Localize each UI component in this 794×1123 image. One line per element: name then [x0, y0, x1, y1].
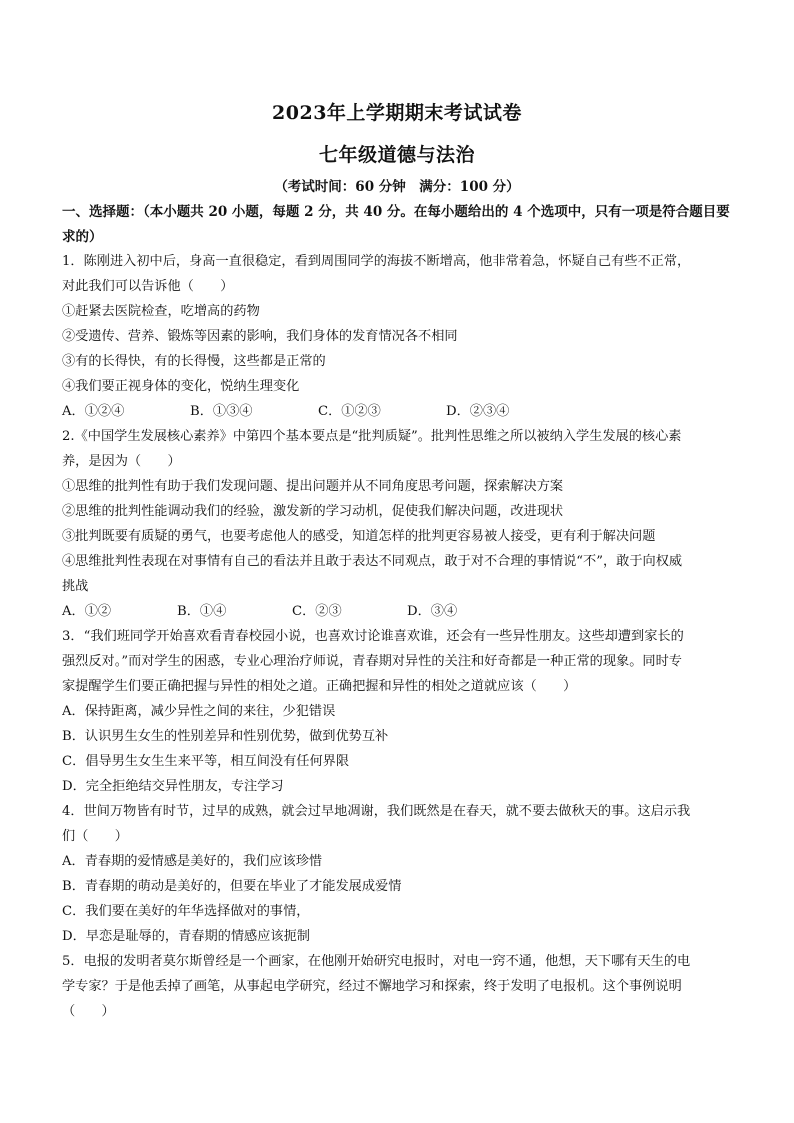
option-c[interactable]: C．①②③ [318, 404, 381, 419]
option-a[interactable]: A．①②④ [62, 404, 125, 419]
question-3-choice-b[interactable]: B．认识男生女生的性别差异和性别优势，做到优势互补 [62, 729, 389, 744]
question-4-stem-line-1: 4．世间万物皆有时节，过早的成熟，就会过早地凋谢，我们既然是在春天，就不要去做秋天的事。这启示我 [62, 804, 691, 819]
question-2-item-4-line-2: 挑战 [62, 579, 89, 594]
option-b[interactable]: B．①④ [177, 604, 227, 619]
question-1 [62, 249, 742, 424]
question-3-choice-a[interactable]: A．保持距离，减少异性之间的来往，少犯错误 [62, 704, 336, 719]
question-5 [62, 949, 742, 1024]
option-b[interactable]: B．①③④ [190, 404, 253, 419]
question-1-item-4: ④我们要正视身体的变化，悦纳生理变化 [62, 379, 300, 394]
question-1-options [62, 399, 742, 424]
question-4-choice-b[interactable]: B．青春期的萌动是美好的，但要在毕业了才能发展成爱情 [62, 879, 402, 894]
question-1-item-1: ①赶紧去医院检查，吃增高的药物 [62, 304, 260, 319]
question-5-stem-line-1: 5．电报的发明者莫尔斯曾经是一个画家，在他刚开始研究电报时，对电一窍不通，他想，天下哪有天生的电 [62, 954, 691, 969]
question-3-choice-c[interactable]: C．倡导男生女生生来平等，相互间没有任何界限 [62, 754, 350, 769]
question-2-item-3: ③批判既要有质疑的勇气，也要考虑他人的感受，知道怎样的批判更容易被人接受，更有利于解决问题 [62, 529, 656, 544]
question-2-item-2: ②思维的批判性能调动我们的经验，激发新的学习动机，促使我们解决问题，改进现状 [62, 504, 564, 519]
question-4-stem-line-2: 们（ ） [62, 829, 128, 844]
question-2-options [62, 599, 742, 624]
option-d[interactable]: D．②③④ [446, 404, 510, 419]
question-3-stem-line-3: 家提醒学生们要正确把握与异性的相处之道。正确把握和异性的相处之道就应该（ ） [62, 679, 577, 694]
question-1-stem-line-2: 对此我们可以告诉他（ ） [62, 279, 234, 294]
section-heading: 一、选择题：（本小题共 20 小题，每题 2 分，共 40 分。在每小题给出的 4 个选项中，只有一项是符合题目要求的） [62, 204, 730, 245]
option-d[interactable]: D．③④ [407, 604, 458, 619]
question-5-stem-line-2: 学专家？于是他丢掉了画笔，从事起电学研究，经过不懈地学习和探索，终于发明了电报机。这个事例说明 [62, 979, 682, 994]
question-2 [62, 424, 742, 624]
question-1-item-3: ③有的长得快，有的长得慢，这些都是正常的 [62, 354, 326, 369]
option-c[interactable]: C．②③ [292, 604, 342, 619]
question-1-item-2: ②受遗传、营养、锻炼等因素的影响，我们身体的发育情况各不相同 [62, 329, 458, 344]
question-2-stem-line-2: 养，是因为（ ） [62, 454, 181, 469]
question-2-item-4-line-1: ④思维批判性表现在对事情有自己的看法并且敢于表达不同观点，敢于对不合理的事情说“不”，敢于向权威 [62, 554, 683, 569]
exam-info: （考试时间：60 分钟 满分：100 分） [274, 179, 520, 195]
question-4-choice-a[interactable]: A．青春期的爱情感是美好的，我们应该珍惜 [62, 854, 323, 869]
question-2-stem-line-1: 2.《中国学生发展核心素养》中第四个基本要点是“批判质疑”。批判性思维之所以被纳入学生发展的核心素 [62, 429, 682, 444]
question-3 [62, 624, 742, 799]
question-4 [62, 799, 742, 949]
subject-title: 七年级道德与法治 [318, 144, 475, 166]
option-a[interactable]: A．①② [62, 604, 112, 619]
question-2-item-1: ①思维的批判性有助于我们发现问题、提出问题并从不同角度思考问题，探索解决方案 [62, 479, 564, 494]
question-3-choice-d[interactable]: D．完全拒绝结交异性朋友，专注学习 [62, 779, 284, 794]
question-4-choice-d[interactable]: D．早恋是耻辱的，青春期的情感应该扼制 [62, 929, 310, 944]
question-5-stem-line-3: （ ） [62, 1004, 115, 1019]
question-3-stem-line-2: 强烈反对。”而对学生的困惑，专业心理治疗师说，青春期对异性的关注和好奇都是一种正常的现象。同时专 [62, 654, 682, 669]
question-3-stem-line-1: 3．“我们班同学开始喜欢看青春校园小说，也喜欢讨论谁喜欢谁，还会有一些异性朋友。这些却遭到家长的 [62, 629, 684, 644]
exam-title: 2023年上学期期末考试试卷 [272, 102, 522, 124]
questions-body [62, 249, 742, 1024]
question-1-stem-line-1: 1．陈刚进入初中后，身高一直很稳定，看到周围同学的海拔不断增高，他非常着急，怀疑自己有些不正常， [62, 254, 691, 269]
question-4-choice-c[interactable]: C．我们要在美好的年华选择做对的事情， [62, 904, 310, 919]
